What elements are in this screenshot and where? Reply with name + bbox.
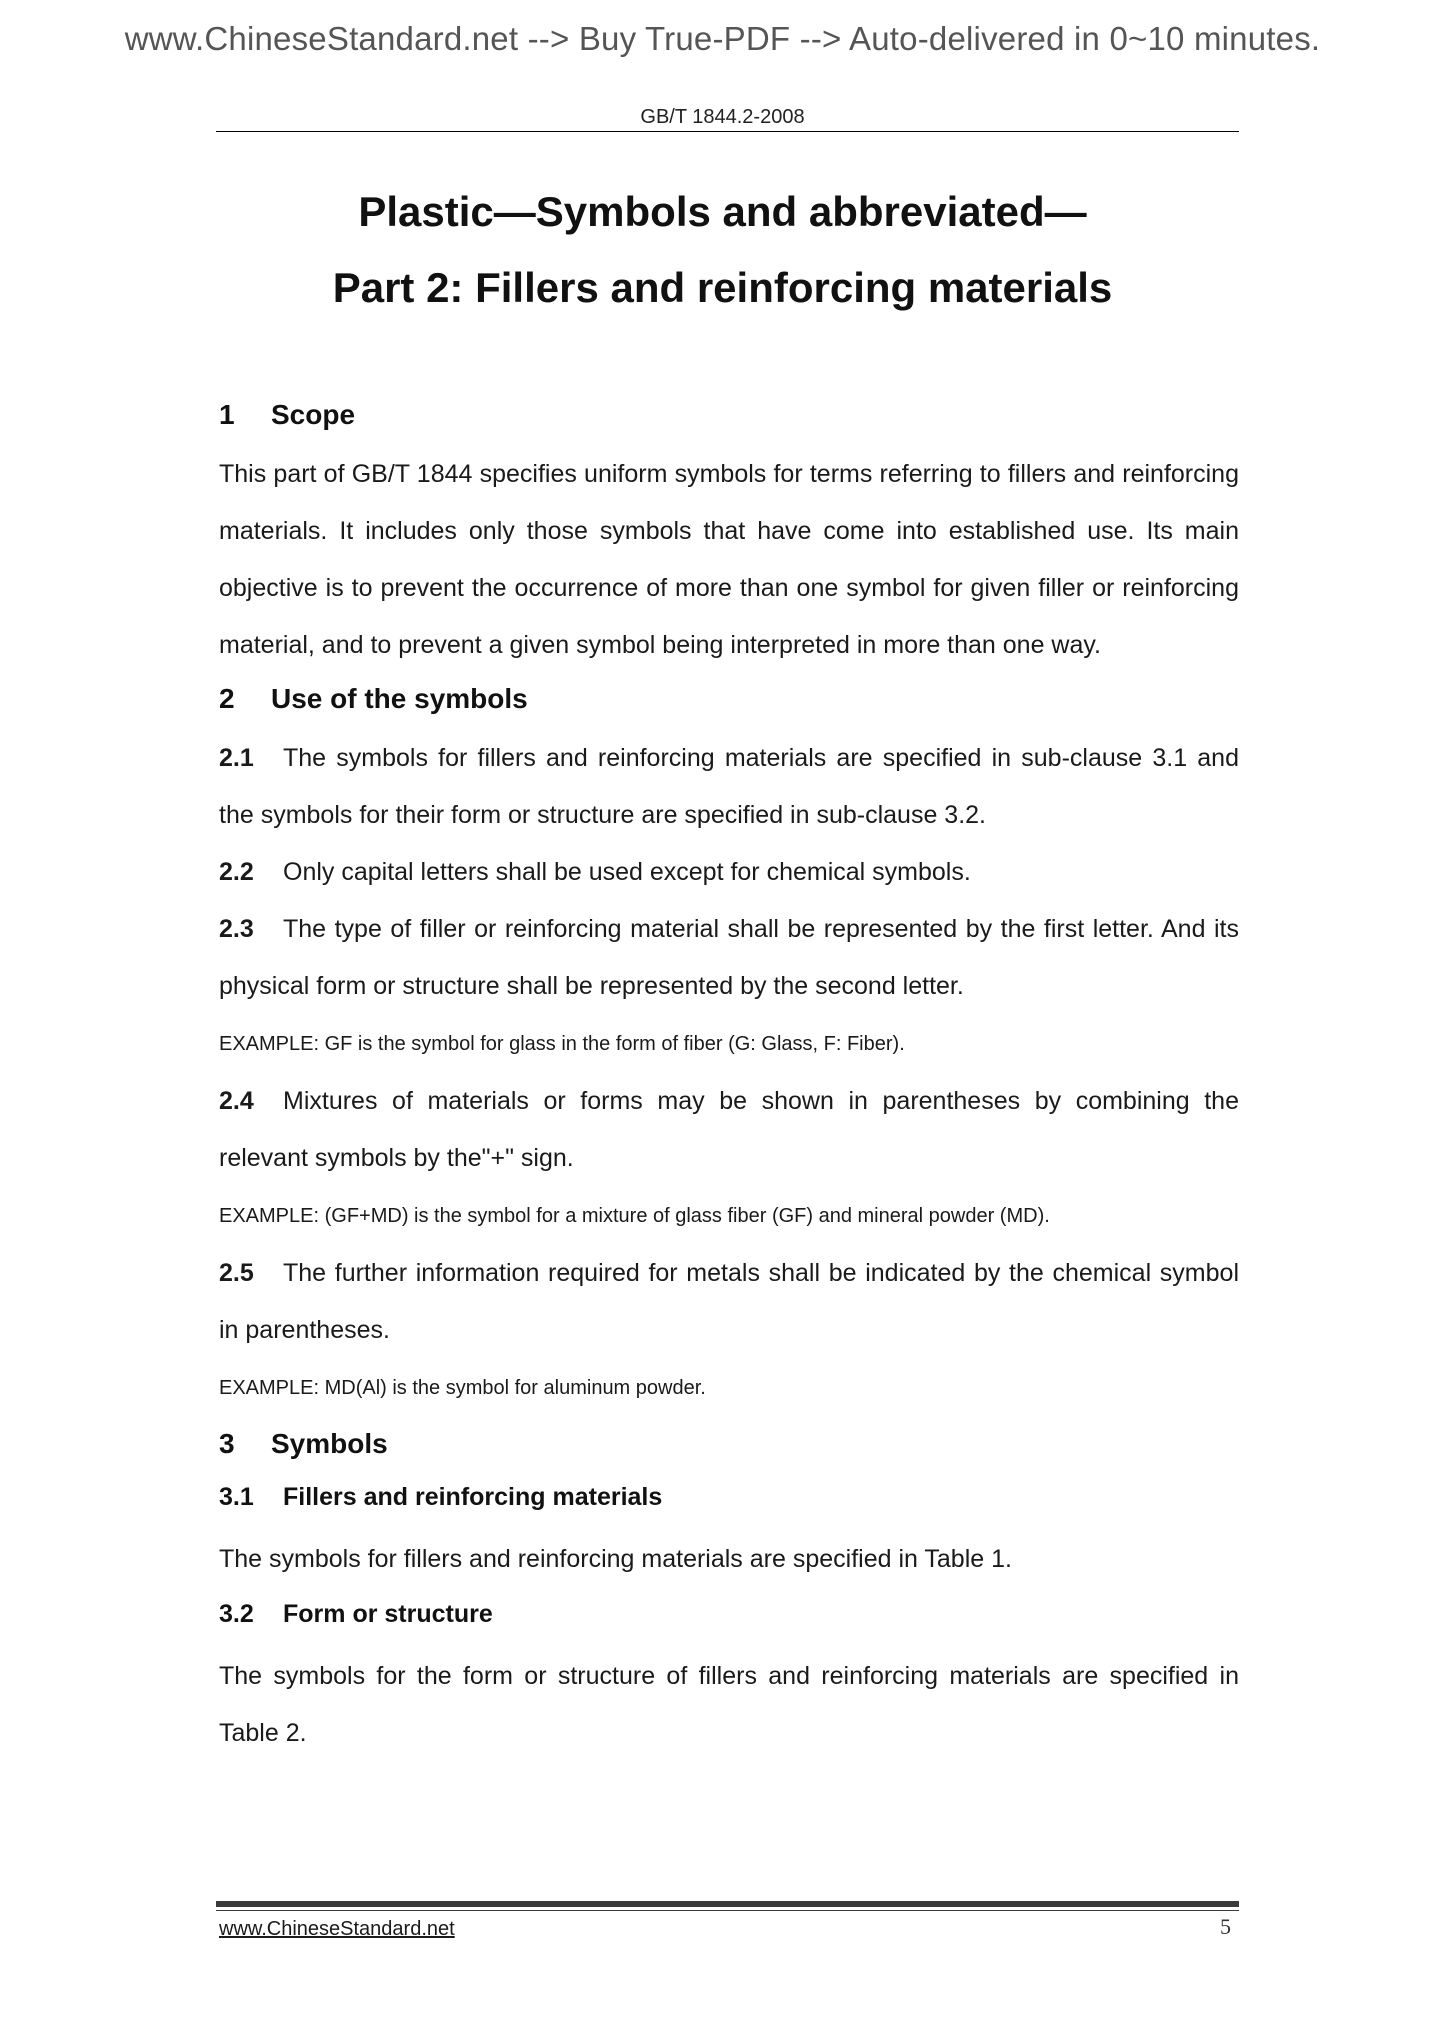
clause-2-5 xyxy=(219,1245,1239,1359)
clause-text: Only capital letters shall be used except for chemical symbols. xyxy=(283,858,971,886)
clause-text: Mixtures of materials or forms may be shown in parentheses by combining the relevant symbols by the"+" sign. xyxy=(219,1087,1239,1172)
clause-number: 2.3 xyxy=(219,915,254,943)
clause-text: The symbols for fillers and reinforcing materials are specified in sub-clause 3.1 and the symbols for their form or structure are specified in sub-clause 3.2. xyxy=(219,744,1239,829)
subsection-heading-3-1 xyxy=(219,1475,1239,1519)
standard-code: GB/T 1844.2-2008 xyxy=(640,106,805,128)
footer-divider-thick xyxy=(216,1901,1239,1907)
subsection-3-2-text: The symbols for the form or structure of fillers and reinforcing materials are specified in Table 2. xyxy=(219,1662,1239,1747)
subsection-title: Fillers and reinforcing materials xyxy=(283,1483,663,1511)
clause-text: The type of filler or reinforcing material shall be represented by the first letter. And its physical form or structure shall be represented by the second letter. xyxy=(219,915,1239,1000)
footer-website-link[interactable]: www.ChineseStandard.net xyxy=(219,1918,455,1940)
section-number: 3 xyxy=(219,1428,235,1459)
page-number: 5 xyxy=(1220,1914,1231,1939)
clause-number: 2.4 xyxy=(219,1087,254,1115)
document-body xyxy=(219,392,1239,1762)
clause-number: 2.1 xyxy=(219,744,254,772)
clause-text: The further information required for metals shall be indicated by the chemical symbol in parentheses. xyxy=(219,1259,1239,1344)
clause-2-1 xyxy=(219,730,1239,844)
subsection-3-1-text: The symbols for fillers and reinforcing materials are specified in Table 1. xyxy=(219,1545,1012,1573)
subsection-number: 3.2 xyxy=(219,1600,254,1628)
header-divider xyxy=(216,131,1239,132)
scope-paragraph: This part of GB/T 1844 specifies uniform symbols for terms referring to fillers and reinforcing materials. It includes only those symbols that have come into established use. Its main objective is to prevent the occurrence of more than one symbol for given filler or reinforcing material, and to prevent a given symbol being interpreted in more than one way. xyxy=(219,460,1239,659)
document-title-line1: Plastic—Symbols and abbreviated— xyxy=(358,188,1087,235)
clause-number: 2.2 xyxy=(219,858,254,886)
section-heading-symbols xyxy=(219,1421,1239,1467)
section-heading-scope xyxy=(219,392,1239,438)
subsection-title: Form or structure xyxy=(283,1600,493,1628)
clause-number: 2.5 xyxy=(219,1259,254,1287)
footer-divider-thin xyxy=(216,1910,1239,1911)
section-number: 1 xyxy=(219,399,235,430)
section-number: 2 xyxy=(219,683,235,714)
example-2-4: EXAMPLE: (GF+MD) is the symbol for a mixture of glass fiber (GF) and mineral powder (MD). xyxy=(219,1205,1050,1227)
example-2-3: EXAMPLE: GF is the symbol for glass in the form of fiber (G: Glass, F: Fiber). xyxy=(219,1033,905,1055)
clause-2-4 xyxy=(219,1073,1239,1187)
section-title: Symbols xyxy=(271,1428,388,1459)
subsection-heading-3-2 xyxy=(219,1592,1239,1636)
section-title: Scope xyxy=(271,399,356,430)
section-heading-use-of-symbols xyxy=(219,676,1239,722)
clause-2-3 xyxy=(219,901,1239,1015)
clause-2-2 xyxy=(219,844,1239,901)
top-banner-link[interactable]: www.ChineseStandard.net --> Buy True-PDF --> Auto-delivered in 0~10 minutes. xyxy=(124,20,1321,57)
section-title: Use of the symbols xyxy=(271,683,528,714)
subsection-number: 3.1 xyxy=(219,1483,254,1511)
document-title-line2: Part 2: Fillers and reinforcing materials xyxy=(332,264,1113,311)
example-2-5: EXAMPLE: MD(Al) is the symbol for aluminum powder. xyxy=(219,1377,706,1399)
